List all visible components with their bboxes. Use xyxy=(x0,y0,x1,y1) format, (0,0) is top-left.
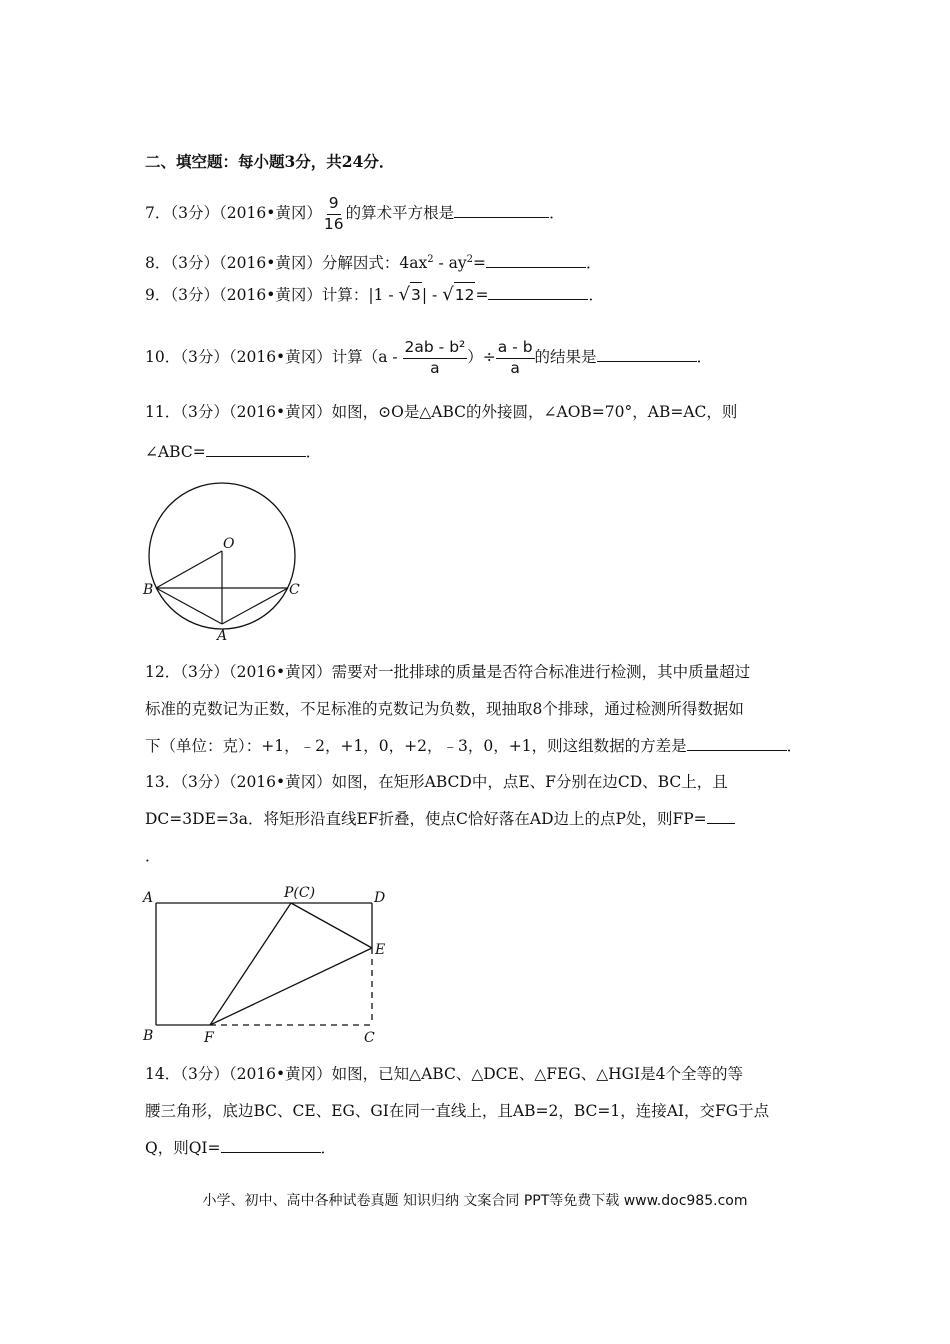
q10-text-a: 计算（a - xyxy=(331,348,403,366)
page-footer: 小学、初中、高中各种试卷真题 知识归纳 文案合同 PPT等免费下载 www.doc985.com xyxy=(202,1193,748,1209)
q9-text-b: | - xyxy=(421,286,443,304)
q10-f1-num: 2ab - b² xyxy=(403,340,468,359)
q7-frac-den: 16 xyxy=(323,214,344,233)
q7-frac-num: 9 xyxy=(327,196,341,215)
q9-radicand-1: 3 xyxy=(410,282,422,307)
fig11-label-a: A xyxy=(217,628,228,644)
q13-line-2: DC=3DE=3a．将矩形沿直线EF折叠，使点C恰好落在AD边上的点P处，则FP= xyxy=(145,810,707,828)
q13-answer-blank[interactable] xyxy=(707,807,735,824)
q8-answer-blank[interactable] xyxy=(486,251,586,268)
q8-exp1: 2 xyxy=(427,254,434,265)
q8-text-c: = xyxy=(473,254,487,273)
q8-source: （2016•黄冈） xyxy=(219,254,322,273)
question-7 xyxy=(145,196,565,232)
q8-end: ． xyxy=(586,254,602,273)
q12-line-2: 标准的克数记为正数，不足标准的克数记为负数，现抽取8个排球，通过检测所得数据如 xyxy=(145,700,744,718)
q8-text-b: - ay xyxy=(433,254,467,273)
fig13-label-b: B xyxy=(143,1028,154,1044)
q13-line-1: 13．（3分）（2016•黄冈）如图，在矩形ABCD中，点E、F分别在边CD、BC上，且 xyxy=(145,773,728,791)
q11-end: ． xyxy=(305,443,322,461)
q9-answer-blank[interactable] xyxy=(488,283,588,300)
fig13-label-d: D xyxy=(374,890,386,906)
question-11-line-2 xyxy=(145,440,321,464)
fig13-label-e: E xyxy=(375,942,386,958)
q9-text-a: 计算：|1 - xyxy=(321,286,399,304)
question-9 xyxy=(145,282,604,307)
figure-13-rectangle xyxy=(140,878,400,1048)
q10-text-c: 的结果是 xyxy=(534,348,597,366)
q12-line-1: 12．（3分）（2016•黄冈）需要对一批排球的质量是否符合标准进行检测，其中质量超过 xyxy=(145,663,751,681)
question-13-line-2 xyxy=(145,807,735,831)
q7-source: （2016•黄冈） xyxy=(219,204,322,222)
fig13-label-pc: P(C) xyxy=(284,885,316,901)
fig11-label-o: O xyxy=(223,536,235,552)
q12-answer-blank[interactable] xyxy=(687,734,787,751)
q7-end: ． xyxy=(549,204,565,222)
q12-end: ． xyxy=(786,737,803,755)
question-14-line-3 xyxy=(145,1136,336,1160)
q9-end: ． xyxy=(588,286,604,304)
q8-number: 8． xyxy=(145,254,171,273)
fig11-label-c: C xyxy=(289,582,300,598)
fig11-label-b: B xyxy=(143,582,154,598)
q8-text-a: 分解因式：4ax xyxy=(321,254,428,273)
figure-11-circle xyxy=(140,480,310,645)
q10-f2-den: a xyxy=(510,358,520,377)
q10-f1-den: a xyxy=(430,358,440,377)
q9-score: （3分） xyxy=(170,286,219,304)
question-8 xyxy=(145,248,602,275)
q8-score: （3分） xyxy=(170,254,219,273)
q10-source: （2016•黄冈） xyxy=(228,348,332,366)
q7-fraction xyxy=(322,196,346,232)
q7-score: （3分） xyxy=(170,204,219,222)
fig13-label-a: A xyxy=(143,890,154,906)
q10-text-b: ）÷ xyxy=(467,348,496,366)
q14-end: ． xyxy=(320,1139,337,1157)
q14-answer-blank[interactable] xyxy=(221,1136,321,1153)
q7-answer-blank[interactable] xyxy=(454,201,549,218)
q10-number: 10． xyxy=(145,348,181,366)
q10-fraction-2 xyxy=(496,340,535,376)
q9-text-c: = xyxy=(475,286,489,304)
question-12-line-3 xyxy=(145,734,802,758)
section-title: 二、填空题：每小题3分，共24分． xyxy=(145,152,395,171)
q10-score: （3分） xyxy=(180,348,229,366)
q9-sqrt-2: √ 12 xyxy=(442,284,475,305)
q10-end: ． xyxy=(696,348,713,366)
q14-line-3: Q，则QI= xyxy=(145,1139,221,1157)
q8-exp2: 2 xyxy=(466,254,474,265)
q11-answer-blank[interactable] xyxy=(206,440,306,457)
q9-sqrt-1: √ 3 xyxy=(398,284,421,305)
fig13-label-f: F xyxy=(204,1030,214,1046)
q10-f2-num: a - b xyxy=(496,340,535,359)
fig13-label-c: C xyxy=(364,1030,375,1046)
q11-line-1: 11．（3分）（2016•黄冈）如图，⊙O是△ABC的外接圆，∠AOB=70°，AB=AC，则 xyxy=(145,403,738,421)
q14-line-1: 14．（3分）（2016•黄冈）如图，已知△ABC、△DCE、△FEG、△HGI是4个全等的等 xyxy=(145,1065,744,1083)
q13-line-3: ． xyxy=(145,847,161,865)
q7-number: 7． xyxy=(145,204,171,222)
q10-answer-blank[interactable] xyxy=(597,345,697,362)
q9-radicand-2: 12 xyxy=(454,282,476,307)
question-10 xyxy=(145,340,712,376)
q11-line-2: ∠ABC= xyxy=(145,443,206,461)
q12-line-3: 下（单位：克）：+1，﹣2，+1，0，+2，﹣3，0，+1，则这组数据的方差是 xyxy=(145,737,687,755)
q10-fraction-1 xyxy=(403,340,468,376)
q14-line-2: 腰三角形，底边BC、CE、EG、GI在同一直线上，且AB=2，BC=1，连接AI，交FG于点 xyxy=(145,1102,770,1120)
q9-source: （2016•黄冈） xyxy=(219,286,322,304)
q7-text: 的算术平方根是 xyxy=(345,204,455,222)
q9-number: 9． xyxy=(145,286,171,304)
